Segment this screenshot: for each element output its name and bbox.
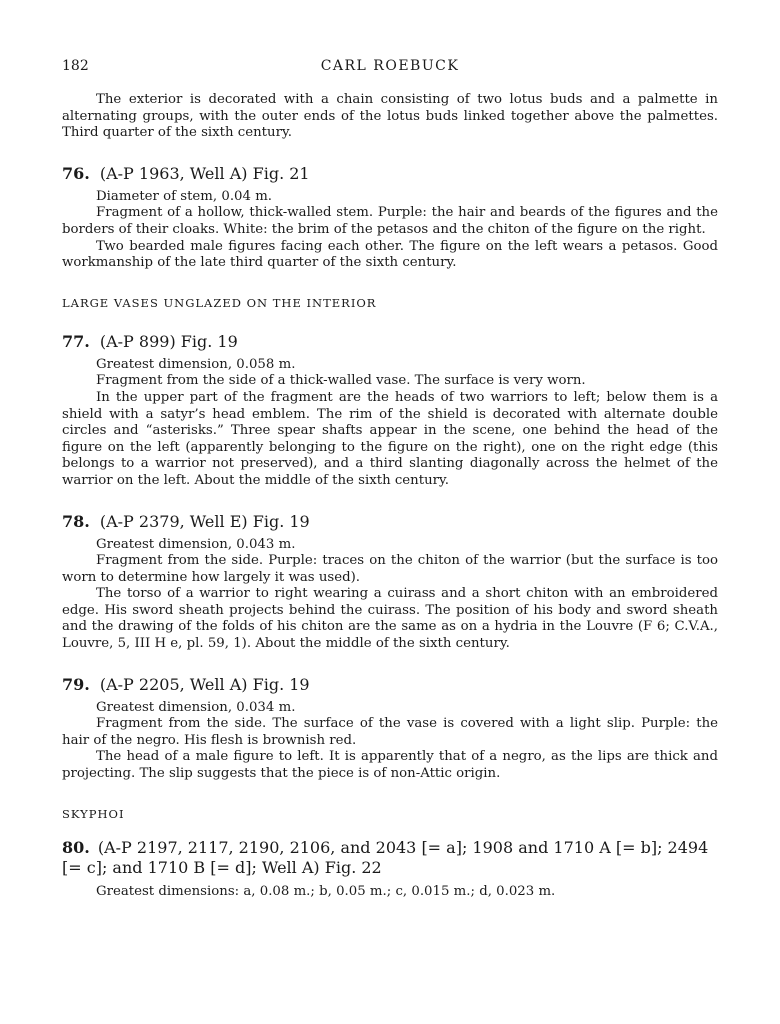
catalog-entry-78 — [62, 512, 718, 653]
entry-body — [62, 189, 718, 272]
entry-heading — [62, 164, 718, 183]
intro-paragraph: The exterior is decorated with a chain consisting of two lotus buds and a palmette in alternating groups, with the outer ends of the lotus buds linked together above the palmettes. Third quarter of the sixth century. — [62, 92, 718, 141]
page-number: 182 — [62, 58, 89, 74]
entry-number: 80. — [62, 837, 90, 857]
entry-reference: (A-P 1963, Well A) Fig. 21 — [99, 163, 310, 183]
entry-paragraph: In the upper part of the fragment are the heads of two warriors to left; below them is a shield with a satyr’s head emblem. The rim of the shield is decorated with alternate double circles and “asterisks.” Three spear shafts appear in the scene, one behind the head of the figure on the left (apparently belonging to the figure on the right), one on the right edge (this belongs to a warrior not preserved), and a third slanting diagonally across the helmet of the warrior on the left. About the middle of the sixth century. — [62, 389, 718, 488]
entry-paragraph: Greatest dimension, 0.034 m. — [96, 699, 296, 715]
section-heading: SKYPHOI — [62, 806, 125, 821]
entry-paragraph: Fragment from the side of a thick-walled vase. The surface is very worn. — [96, 373, 586, 389]
catalog-entry-77 — [62, 332, 718, 490]
running-head — [62, 58, 718, 80]
entry-reference: (A-P 2205, Well A) Fig. 19 — [99, 674, 310, 694]
entry-paragraph: Fragment from the side. The surface of the vase is covered with a light slip. Purple: the hair of the negro. His flesh is brownish red. — [62, 716, 718, 748]
entry-paragraph: Fragment of a hollow, thick-walled stem. Purple: the hair and beards of the figures and the borders of their cloaks. White: the brim of the petasos and the chiton of the figure on the right. — [62, 205, 718, 237]
catalog-entry-76 — [62, 164, 718, 272]
entry-heading — [62, 838, 718, 878]
entry-body — [62, 537, 718, 653]
entry-paragraph: Greatest dimension, 0.058 m. — [96, 356, 296, 372]
entry-heading — [62, 675, 718, 694]
entry-paragraph: Two bearded male figures facing each other. The figure on the left wears a petasos. Good workmanship of the late third quarter of the sixth century. — [62, 238, 718, 271]
entry-number: 77. — [62, 331, 90, 351]
entry-body — [62, 700, 718, 783]
entry-body — [62, 884, 718, 901]
entry-number: 76. — [62, 163, 90, 183]
entry-number: 78. — [62, 511, 90, 531]
page-content — [62, 58, 718, 900]
section-heading: LARGE VASES UNGLAZED ON THE INTERIOR — [62, 295, 377, 310]
entry-body — [62, 357, 718, 490]
entry-heading — [62, 332, 718, 351]
entry-reference: (A-P 2379, Well E) Fig. 19 — [99, 511, 310, 531]
entry-number: 79. — [62, 674, 90, 694]
catalog-entry-80 — [62, 838, 718, 901]
entry-paragraph: The head of a male figure to left. It is apparently that of a negro, as the lips are thick and projecting. The slip suggests that the piece is of non-Attic origin. — [62, 749, 718, 782]
entry-paragraph: Diameter of stem, 0.04 m. — [96, 188, 273, 204]
entry-paragraph: Greatest dimensions: a, 0.08 m.; b, 0.05 m.; c, 0.015 m.; d, 0.023 m. — [96, 883, 556, 899]
entry-paragraph: Fragment from the side. Purple: traces on the chiton of the warrior (but the surface is too worn to determine how largely it was used). — [62, 553, 718, 585]
entry-reference: (A-P 899) Fig. 19 — [99, 331, 238, 351]
catalog-entry-79 — [62, 675, 718, 783]
entry-reference: (A-P 2197, 2117, 2190, 2106, and 2043 [= a]; 1908 and 1710 A [= b]; 2494 [= c]; and 1710 B [= d]; Well A) Fig. 22 — [62, 837, 709, 877]
entry-paragraph: Greatest dimension, 0.043 m. — [96, 536, 296, 552]
entry-paragraph: The torso of a warrior to right wearing a cuirass and a short chiton with an embroidered edge. His sword sheath projects behind the cuirass. The position of his body and sword sheath and the drawing of the folds of his chiton are the same as on a hydria in the Louvre (F 6; C.V.A., Louvre, 5, III H e, pl. 59, 1). About the middle of the sixth century. — [62, 586, 718, 652]
author-header: CARL ROEBUCK — [320, 58, 460, 74]
entry-heading — [62, 512, 718, 531]
